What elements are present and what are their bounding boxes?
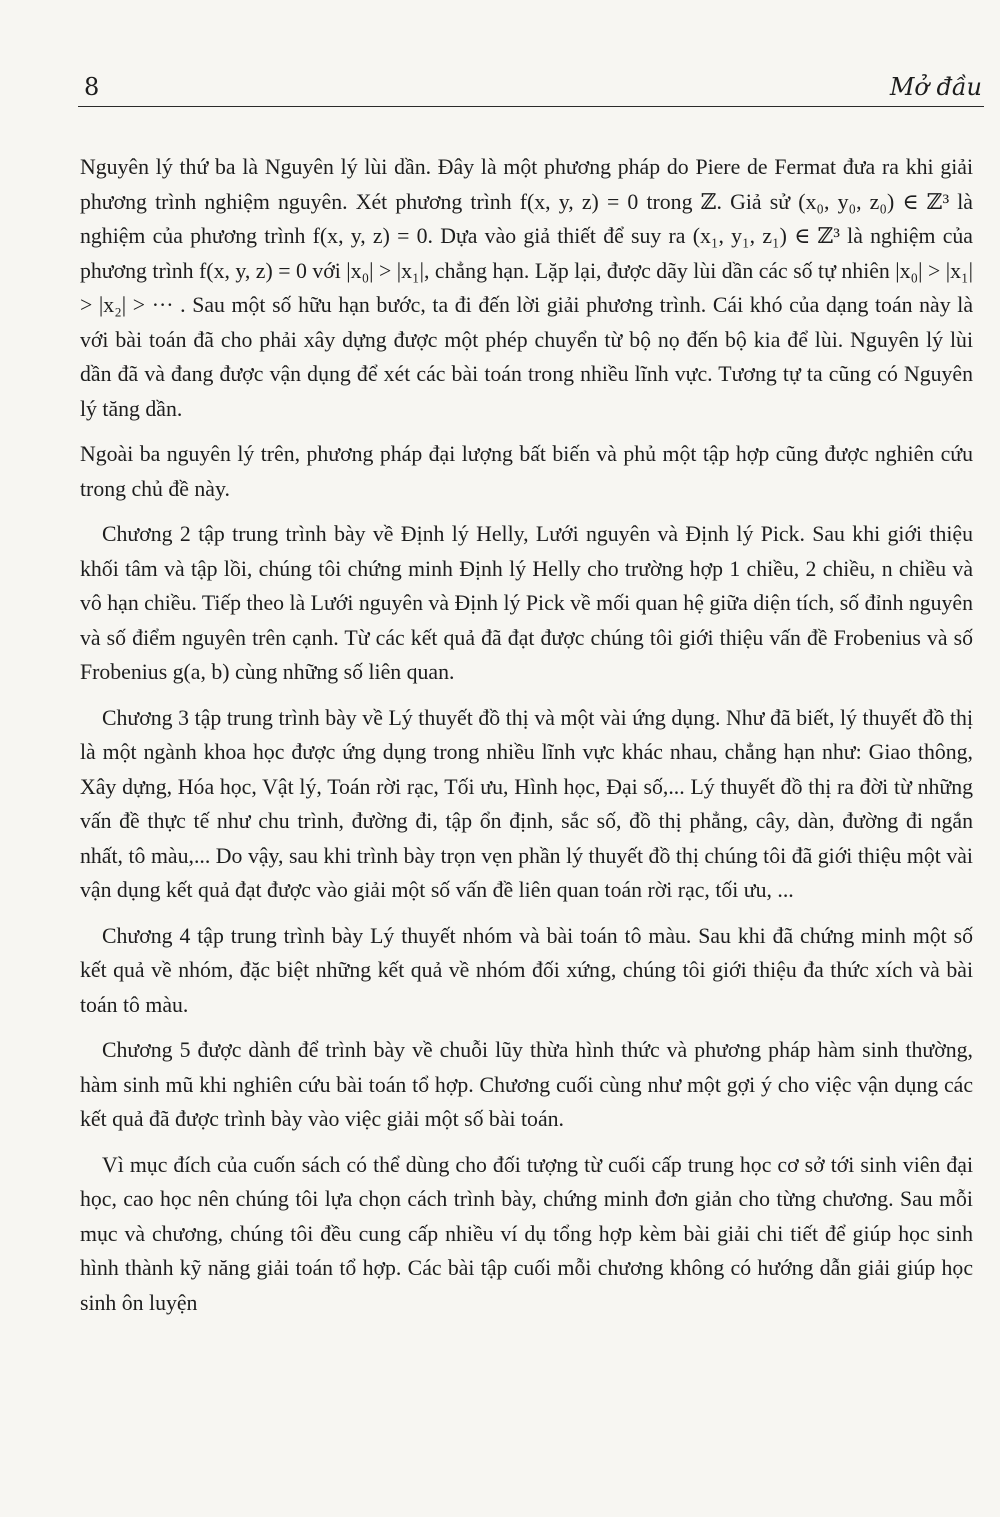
paragraph-chapter-5: Chương 5 được dành để trình bày về chuỗi lũy thừa hình thức và phương pháp hàm sinh thường, hàm sinh mũ khi nghiên cứu bài toán tổ hợp. Chương cuối cùng như một gợi ý cho việc vận dụng các kết quả đã được trình bày vào việc giải một số bài toán. — [80, 1038, 973, 1131]
paragraph-chapter-4: Chương 4 tập trung trình bày Lý thuyết nhóm và bài toán tô màu. Sau khi đã chứng minh một số kết quả về nhóm, đặc biệt những kết quả về nhóm đối xứng, chúng tôi giới thiệu đa thức xích và bài toán tô màu. — [80, 923, 973, 1017]
paragraph-other-methods: Ngoài ba nguyên lý trên, phương pháp đại lượng bất biến và phủ một tập hợp cũng được nghiên cứu trong chủ đề này. — [80, 442, 973, 501]
paragraph-audience: Vì mục đích của cuốn sách có thể dùng cho đối tượng từ cuối cấp trung học cơ sở tới sinh viên đại học, cao học nên chúng tôi lựa chọn cách trình bày, chứng minh đơn giản cho từng chương. Sau mỗi mục và chương, chúng tôi đều cung cấp nhiều ví dụ tổng hợp kèm bài giải chi tiết để giúp học sinh hình thành kỹ năng giải toán tổ hợp. Các bài tập cuối mỗi chương không có hướng dẫn giải giúp học sinh ôn luyện — [80, 1152, 973, 1315]
paragraph-chapter-2: Chương 2 tập trung trình bày về Định lý Helly, Lưới nguyên và Định lý Pick. Sau khi giới thiệu khối tâm và tập lồi, chúng tôi chứng minh Định lý Helly cho trường hợp 1 chiều, 2 chiều, n chiều và vô hạn chiều. Tiếp theo là Lưới nguyên và Định lý Pick về mối quan hệ giữa diện tích, số đỉnh nguyên và số điểm nguyên trên cạnh. Từ các kết quả đã đạt được chúng tôi giới thiệu vấn đề Frobenius và số Frobenius g(a, b) cùng những số liên quan. — [80, 522, 973, 684]
page-number: 8 — [84, 73, 100, 101]
paragraph-fermat-descent: Nguyên lý thứ ba là Nguyên lý lùi dần. Đây là một phương pháp do Piere de Fermat đưa ra khi giải phương trình nghiệm nguyên. Xét phương trình f(x, y, z) = 0 trong ℤ. Giả sử (x₀, y₀, z₀) ∈ ℤ³ là nghiệm của phương trình f(x, y, z) = 0. Dựa vào giả thiết để suy ra (x₁, y₁, z₁) ∈ ℤ³ là nghiệm của phương trình f(x, y, z) = 0 với |x₀| > |x₁|, chẳng hạn. Lặp lại, được dãy lùi dần các số tự nhiên |x₀| > |x₁| > |x₂| > ··· . Sau một số hữu hạn bước, ta đi đến lời giải phương trình. Cái khó của dạng toán này là với bài toán đã cho phải xây dựng được một phép chuyển từ bộ nọ đến bộ kia để lùi. Nguyên lý lùi dần đã và đang được vận dụng để xét các bài toán trong nhiều lĩnh vực. Tương tự ta cũng có Nguyên lý tăng dần. — [80, 155, 973, 421]
page-header — [78, 72, 984, 107]
running-head: Mở đầu — [889, 73, 982, 101]
body-text — [80, 150, 973, 1320]
paragraph-chapter-3: Chương 3 tập trung trình bày về Lý thuyết đồ thị và một vài ứng dụng. Như đã biết, lý thuyết đồ thị là một ngành khoa học được ứng dụng trong nhiều lĩnh vực khác nhau, chẳng hạn như: Giao thông, Xây dựng, Hóa học, Vật lý, Toán rời rạc, Tối ưu, Hình học, Đại số,... Lý thuyết đồ thị ra đời từ những vấn đề thực tế như chu trình, đường đi, tập ổn định, sắc số, đồ thị phẳng, cây, dàn, đường đi ngắn nhất, tô màu,... Do vậy, sau khi trình bày trọn vẹn phần lý thuyết đồ thị chúng tôi đã giới thiệu một vài vận dụng kết quả đạt được vào giải một số vấn đề liên quan toán rời rạc, tối ưu, ... — [80, 705, 973, 902]
